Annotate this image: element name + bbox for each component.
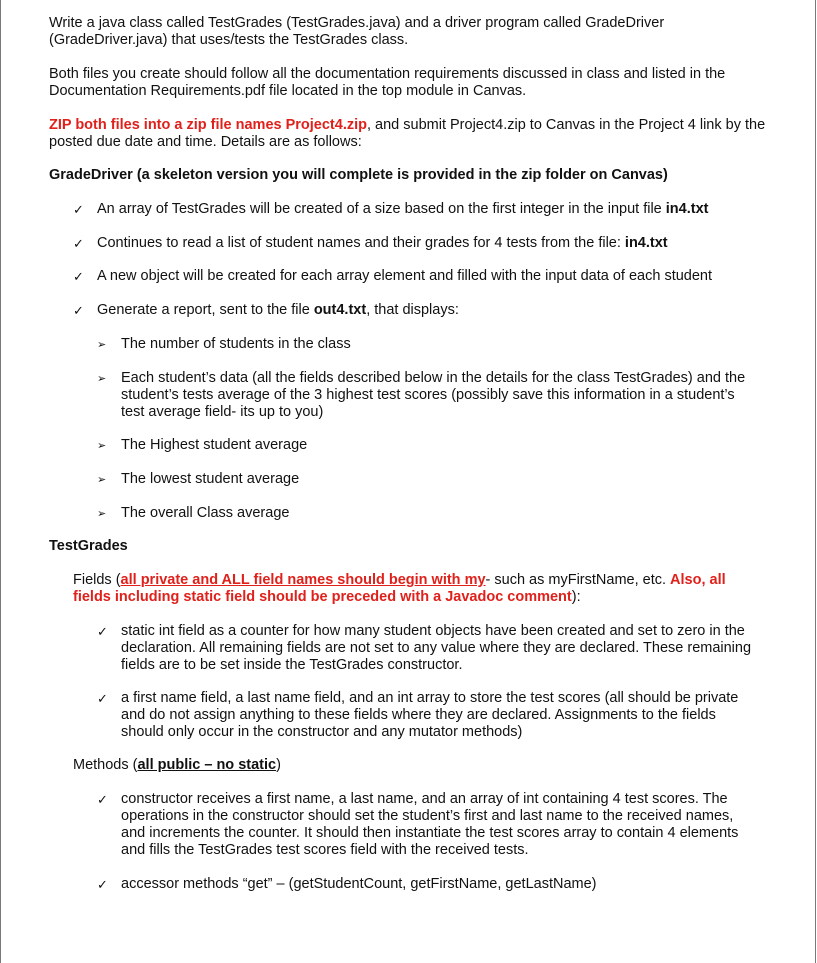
method-item-1: constructor receives a first name, a last name, and an array of int containing 4 test scores. The operations in the constructor should set the student’s first and last name to the received names, and increments the counter. It should then instantiate the test scores array to contain 4 elements and fills the TestGrades test scores field with the received tests. xyxy=(121,791,739,858)
report-item-1: The number of students in the class xyxy=(121,336,351,352)
check-icon: ✓ xyxy=(97,877,108,892)
arrow-bullet-icon: ➢ xyxy=(97,440,107,452)
driver-item-4 xyxy=(97,302,777,319)
grade-driver-heading: GradeDriver (a skeleton version you will complete is provided in the zip folder on Canvas) xyxy=(49,167,668,183)
fields-label: Fields ( xyxy=(73,572,121,588)
arrow-bullet-icon: ➢ xyxy=(97,474,107,486)
page-border-right xyxy=(815,0,816,963)
check-icon: ✓ xyxy=(97,691,108,706)
fields-example: - such as myFirstName, etc. xyxy=(485,572,671,588)
arrow-bullet-icon: ➢ xyxy=(97,373,107,385)
zip-instruction: ZIP both files into a zip file names Project4.zip xyxy=(49,117,367,133)
intro-paragraph-1: Write a java class called TestGrades (TestGrades.java) and a driver program called GradeDriver (GradeDriver.java) that uses/tests the TestGrades class. xyxy=(49,15,665,48)
output-file-name: out4.txt xyxy=(313,302,367,318)
driver-item-1-text: An array of TestGrades will be created of a size based on the first integer in the input file xyxy=(97,201,666,217)
driver-item-4-tail: , that displays: xyxy=(366,302,459,318)
check-icon: ✓ xyxy=(97,624,108,639)
input-file-name: in4.txt xyxy=(624,235,668,251)
methods-label-end: ) xyxy=(276,757,281,773)
driver-item-2 xyxy=(97,235,777,252)
methods-rule: all public – no static xyxy=(137,757,277,773)
input-file-name: in4.txt xyxy=(665,201,709,217)
fields-heading xyxy=(73,572,763,606)
arrow-bullet-icon: ➢ xyxy=(97,339,107,351)
fields-naming-rule: all private and ALL field names should begin with my xyxy=(120,572,486,588)
check-icon: ✓ xyxy=(73,202,84,217)
driver-item-1 xyxy=(97,201,777,218)
intro-paragraph-3 xyxy=(49,117,774,151)
arrow-bullet-icon: ➢ xyxy=(97,508,107,520)
test-grades-heading: TestGrades xyxy=(49,538,128,554)
report-item-5: The overall Class average xyxy=(121,505,290,521)
check-icon: ✓ xyxy=(73,303,84,318)
driver-item-2-text: Continues to read a list of student names and their grades for 4 tests from the file: xyxy=(97,235,625,251)
report-item-3: The Highest student average xyxy=(121,437,308,453)
report-item-4: The lowest student average xyxy=(121,471,300,487)
fields-label-end: ): xyxy=(571,589,581,605)
driver-item-3: A new object will be created for each array element and filled with the input data of each student xyxy=(97,268,713,284)
intro-paragraph-2: Both files you create should follow all the documentation requirements discussed in class and listed in the Documentation Requirements.pdf file located in the top module in Canvas. xyxy=(49,66,726,99)
check-icon: ✓ xyxy=(73,269,84,284)
driver-item-4-text: Generate a report, sent to the file xyxy=(97,302,314,318)
fields-javadoc-rule: Also, all fields including static field should be preceded with a Javadoc comment xyxy=(73,572,726,605)
methods-label: Methods ( xyxy=(73,757,138,773)
check-icon: ✓ xyxy=(73,236,84,251)
field-item-2: a first name field, a last name field, and an int array to store the test scores (all should be private and do not assign anything to these fields where they are declared. Assignments to the fields should only occur in the constructor and any mutator methods) xyxy=(121,690,739,740)
method-item-2: accessor methods “get” – (getStudentCount, getFirstName, getLastName) xyxy=(121,876,597,892)
page-border-left xyxy=(0,0,1,963)
check-icon: ✓ xyxy=(97,792,108,807)
field-item-1: static int field as a counter for how many student objects have been created and set to zero in the declaration. All remaining fields are not set to any value where they are declared. These remaining fields are to be set inside the TestGrades constructor. xyxy=(121,623,752,673)
methods-heading xyxy=(73,757,281,774)
report-item-2: Each student’s data (all the fields described below in the details for the class TestGrades) and the student’s tests average of the 3 highest test scores (possibly save this information in a student’s test average field- its up to you) xyxy=(121,370,746,420)
submit-instruction: , and submit Project4.zip to Canvas in the Project 4 link by the posted due date and time. Details are as follows: xyxy=(49,117,766,150)
